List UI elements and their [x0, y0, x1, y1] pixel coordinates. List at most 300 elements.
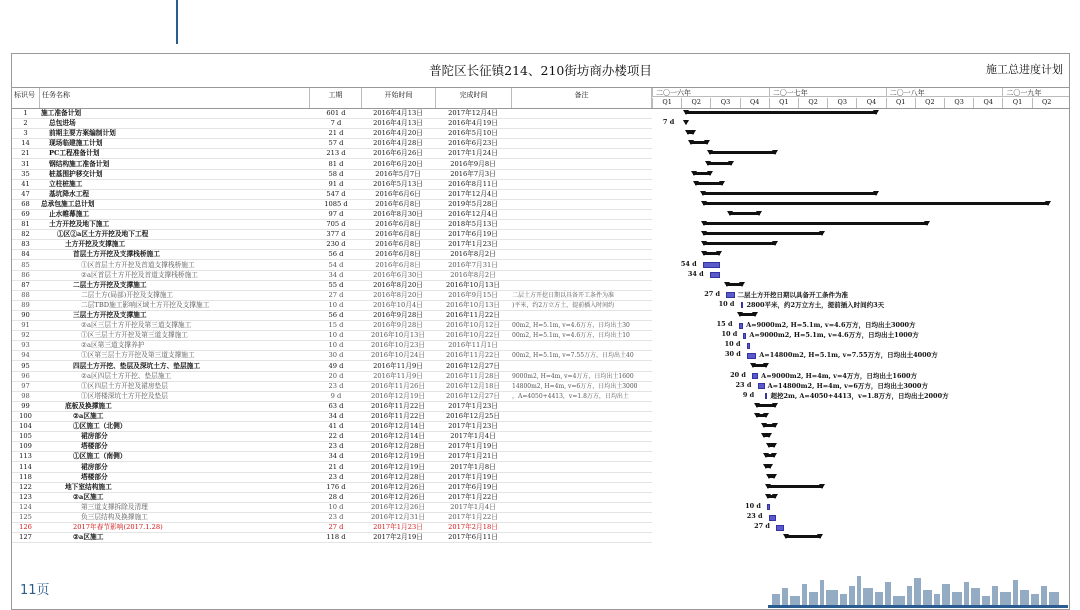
task-row[interactable]	[12, 412, 652, 422]
task-finish: 2017年12月4日	[448, 109, 498, 117]
task-row[interactable]	[12, 432, 652, 442]
bar-note-label: A=9000m2, H=5.1m, v=4.6万方，日均出土1000方	[749, 331, 919, 340]
task-name: ①区三层土方开挖及第三道支撑施工	[81, 331, 188, 340]
task-start: 2016年12月28日	[370, 472, 426, 481]
task-duration: 10 d	[328, 341, 344, 350]
bar-duration-label: 7 d	[662, 118, 675, 127]
quarter-header: Q4	[856, 98, 885, 108]
task-start: 2016年5月7日	[375, 169, 421, 178]
task-finish: 2017年1月4日	[450, 502, 496, 511]
task-id: 99	[21, 401, 30, 410]
task-row[interactable]	[12, 109, 652, 119]
task-duration: 230 d	[326, 240, 346, 249]
task-start: 2016年4月13日	[373, 119, 423, 128]
task-id: 109	[19, 442, 32, 451]
task-name: ①区施工（南侧）	[73, 452, 127, 461]
task-duration: 176 d	[326, 482, 346, 491]
task-row[interactable]	[12, 372, 652, 382]
task-duration: 213 d	[326, 149, 346, 158]
task-id: 88	[21, 290, 30, 299]
task-row[interactable]	[12, 240, 652, 250]
task-finish: 2017年1月21日	[448, 452, 498, 461]
task-row[interactable]	[12, 392, 652, 402]
task-note: 00m2, H=5.1m, v=7.55万方，日均出土40	[512, 352, 634, 360]
summary-bar[interactable]	[707, 162, 733, 165]
timeline-header	[652, 88, 1069, 108]
task-finish: 2017年6月19日	[448, 230, 498, 239]
task-name: 裙房部分	[81, 432, 108, 441]
task-start: 2016年12月26日	[370, 492, 426, 501]
task-row[interactable]	[12, 533, 652, 543]
summary-bar[interactable]	[785, 535, 821, 538]
task-name: 前期主要方案编制计划	[49, 129, 116, 138]
task-start: 2016年10月4日	[373, 300, 423, 309]
task-row[interactable]	[12, 190, 652, 200]
bar-duration-label: 27 d	[754, 522, 770, 531]
task-name: 立柱桩施工	[49, 179, 83, 188]
task-note: ，A=4050+4413，v=1.8万方，日均出土	[512, 392, 629, 400]
task-finish: 2018年5月13日	[448, 220, 498, 229]
task-name: 负三层结构及换撑施工	[81, 513, 148, 521]
quarter-header: Q4	[740, 98, 769, 108]
task-row[interactable]	[12, 452, 652, 462]
task-name: ②a区首层土方开挖及首道支撑栈桥施工	[81, 270, 198, 279]
task-finish: 2016年12月18日	[445, 381, 501, 390]
summary-bar[interactable]	[765, 465, 771, 468]
year-header: 二〇一九年	[1002, 88, 1070, 97]
task-name: 施工准备计划	[41, 109, 82, 117]
summary-bar[interactable]	[756, 404, 776, 407]
task-name: PC工程准备计划	[49, 149, 100, 158]
task-finish: 2016年12月4日	[448, 210, 498, 218]
bar-duration-label: 20 d	[730, 370, 746, 379]
task-name: ①区施工（北侧）	[73, 422, 127, 431]
summary-bar[interactable]	[703, 252, 721, 255]
bar-note-label: A=14800m2, H=5.1m, v=7.55万方，日均出土4000方	[759, 351, 938, 360]
task-start: 2016年4月20日	[373, 129, 423, 138]
task-duration: 41 d	[328, 422, 344, 431]
gantt-sheet	[11, 53, 1070, 610]
task-finish: 2016年10月22日	[445, 331, 501, 340]
task-name: 首层土方开挖及支撑栈桥施工	[73, 250, 160, 259]
task-start: 2016年10月13日	[370, 331, 426, 340]
summary-bar[interactable]	[687, 131, 693, 134]
task-id: 68	[21, 199, 30, 208]
task-bar[interactable]	[747, 343, 750, 349]
task-name: 二层TBD施工影响区域土方开挖及支撑施工	[81, 300, 210, 309]
task-id: 126	[19, 523, 32, 532]
task-id: 118	[19, 472, 32, 481]
task-id: 92	[21, 331, 30, 340]
task-bar[interactable]	[747, 353, 756, 359]
task-row[interactable]	[12, 523, 652, 533]
task-duration: 54 d	[328, 260, 344, 269]
task-duration: 705 d	[326, 220, 346, 229]
task-bar[interactable]	[703, 262, 720, 268]
task-duration: 23 d	[328, 472, 344, 481]
task-start: 2016年8月20日	[373, 290, 423, 299]
task-id: 90	[21, 311, 30, 319]
task-duration: 22 d	[328, 432, 344, 441]
task-finish: 2017年1月23日	[448, 240, 498, 249]
summary-bar[interactable]	[729, 212, 760, 215]
task-row[interactable]	[12, 220, 652, 230]
task-duration: 56 d	[328, 250, 344, 259]
task-start: 2016年12月14日	[370, 422, 426, 431]
task-name: 桩基围护移交计划	[49, 169, 103, 178]
task-duration: 601 d	[326, 109, 346, 117]
task-name: ②a区施工	[73, 533, 104, 542]
bar-duration-label: 27 d	[704, 289, 721, 298]
task-start: 2016年11月9日	[373, 361, 423, 370]
summary-bar[interactable]	[756, 414, 767, 417]
quarter-header: Q2	[1032, 98, 1061, 108]
task-finish: 2016年11月1日	[448, 341, 498, 350]
task-id: 98	[21, 391, 30, 400]
task-id: 85	[21, 260, 30, 269]
task-finish: 2016年9月15日	[448, 290, 498, 299]
task-bar[interactable]	[767, 504, 770, 510]
task-id: 84	[21, 250, 30, 259]
bar-duration-label: 54 d	[680, 259, 697, 268]
task-bar[interactable]	[741, 302, 744, 308]
task-duration: 27 d	[328, 290, 344, 299]
bar-duration-label: 10 d	[745, 501, 761, 510]
summary-bar[interactable]	[685, 111, 877, 114]
task-name: 裙房部分	[81, 462, 108, 471]
task-bar[interactable]	[752, 373, 758, 379]
task-row[interactable]	[12, 351, 652, 361]
task-finish: 2016年12月27日	[445, 361, 501, 370]
task-id: 96	[21, 371, 30, 380]
task-id: 1	[23, 109, 28, 117]
task-finish: 2017年1月4日	[450, 432, 496, 441]
summary-bar[interactable]	[763, 434, 770, 437]
quarter-header: Q1	[769, 98, 798, 108]
summary-bar[interactable]	[752, 364, 767, 367]
task-row[interactable]	[12, 230, 652, 240]
task-note: 00m2, H=5.1m, v=4.6万方，日均出土30	[512, 322, 630, 330]
task-id: 113	[19, 452, 32, 461]
bar-duration-label: 15 d	[716, 320, 733, 329]
task-note: 9000m2, H=4m, v=4万方，日均出土1600	[512, 372, 634, 380]
task-name: ①区四层土方开挖及裙房垫层	[81, 381, 168, 390]
task-bar[interactable]	[743, 333, 746, 339]
task-start: 2016年6月8日	[375, 260, 421, 269]
task-id: 114	[19, 462, 32, 471]
task-duration: 34 d	[328, 452, 344, 461]
task-row[interactable]	[12, 271, 652, 281]
bar-duration-label: 10 d	[718, 299, 735, 308]
task-start: 2016年11月9日	[373, 371, 423, 380]
task-id: 93	[21, 341, 30, 350]
task-row[interactable]	[12, 119, 652, 129]
task-row[interactable]	[12, 311, 652, 321]
task-start: 2016年6月8日	[375, 199, 421, 208]
task-bar[interactable]	[776, 525, 784, 531]
task-row[interactable]	[12, 180, 652, 190]
bar-duration-label: 10 d	[724, 340, 741, 349]
task-finish: 2017年12月4日	[448, 189, 498, 198]
task-id: 89	[21, 300, 30, 309]
summary-bar[interactable]	[763, 424, 776, 427]
task-note: 二层土方开挖日期以具备开工条件为准	[512, 291, 615, 299]
task-row[interactable]	[12, 362, 652, 372]
task-row[interactable]	[12, 200, 652, 210]
task-bar[interactable]	[739, 323, 743, 329]
task-row[interactable]	[12, 210, 652, 220]
task-row[interactable]	[12, 160, 652, 170]
task-finish: 2017年1月19日	[448, 472, 498, 481]
table-header	[12, 88, 1069, 109]
bar-duration-label: 30 d	[724, 350, 741, 359]
task-id: 100	[19, 412, 32, 420]
task-duration: 34 d	[328, 412, 344, 420]
task-row[interactable]	[12, 129, 652, 139]
decorative-top-line	[176, 0, 178, 44]
task-name: 三层土方开挖及支撑施工	[73, 311, 147, 319]
task-finish: 2017年1月19日	[448, 442, 498, 451]
task-row[interactable]	[12, 149, 652, 159]
quarter-header: Q4	[973, 98, 1002, 108]
summary-bar[interactable]	[726, 283, 743, 286]
quarter-header: Q1	[652, 98, 681, 108]
bar-note-label: 2800平米，约2万立方土，提前插入时间约3天	[746, 300, 885, 309]
task-bar[interactable]	[758, 383, 765, 389]
col-notes-header: 备注	[512, 88, 652, 108]
task-id: 21	[21, 149, 30, 158]
task-finish: 2017年1月23日	[448, 401, 498, 410]
task-duration: 55 d	[328, 280, 344, 289]
task-start: 2016年5月13日	[373, 179, 423, 188]
quarter-header: Q3	[827, 98, 856, 108]
task-row[interactable]	[12, 422, 652, 432]
task-start: 2016年8月30日	[373, 210, 423, 218]
task-row[interactable]	[12, 321, 652, 331]
task-bar[interactable]	[769, 515, 776, 521]
task-finish: 2019年5月28日	[448, 199, 498, 208]
task-start: 2016年6月26日	[373, 149, 423, 158]
summary-bar[interactable]	[765, 454, 776, 457]
task-row[interactable]	[12, 291, 652, 301]
task-start: 2016年4月28日	[373, 139, 423, 148]
task-id: 35	[21, 169, 30, 178]
task-start: 2016年6月8日	[375, 240, 421, 249]
task-duration: 58 d	[328, 169, 344, 178]
gantt-chart	[652, 109, 1069, 609]
task-duration: 15 d	[328, 321, 344, 330]
task-duration: 49 d	[328, 361, 344, 370]
task-name: 土方开挖及支撑施工	[65, 240, 126, 249]
city-skyline-decoration	[768, 574, 1068, 608]
task-row[interactable]	[12, 301, 652, 311]
col-name-header: 任务名称	[40, 88, 310, 108]
task-duration: 57 d	[328, 139, 344, 148]
task-row[interactable]	[12, 281, 652, 291]
task-duration: 23 d	[328, 513, 344, 521]
task-id: 87	[21, 280, 30, 289]
task-finish: 2016年7月31日	[448, 260, 498, 269]
bar-note-label: A=14800m2, H=4m, v=6万方，日均出土3000方	[767, 381, 928, 390]
task-row[interactable]	[12, 503, 652, 513]
task-duration: 91 d	[328, 179, 344, 188]
task-name: 总包进场	[49, 119, 76, 128]
task-name: ②a区三层土方开挖及第三道支撑施工	[81, 321, 192, 330]
summary-bar[interactable]	[703, 242, 776, 245]
task-row[interactable]	[12, 382, 652, 392]
task-name: 二层土方(局部)开挖及支撑施工	[81, 290, 174, 299]
task-id: 47	[21, 189, 30, 198]
task-row[interactable]	[12, 473, 652, 483]
task-finish: 2017年1月8日	[450, 462, 496, 471]
task-name: 塔楼部分	[81, 442, 108, 451]
task-row[interactable]	[12, 261, 652, 271]
quarter-header: Q2	[681, 98, 710, 108]
task-name: 四层土方开挖、垫层及深坑土方、垫层施工	[73, 361, 201, 370]
task-id: 127	[19, 533, 32, 542]
year-header: 二〇一七年	[769, 88, 886, 97]
task-id: 14	[21, 139, 30, 148]
task-start: 2016年12月14日	[370, 432, 426, 441]
task-start: 2016年12月28日	[370, 442, 426, 451]
task-row[interactable]	[12, 170, 652, 180]
summary-bar[interactable]	[767, 495, 776, 498]
task-row[interactable]	[12, 493, 652, 503]
task-name: 2017年春节影响(2017.1.28)	[73, 523, 163, 532]
task-start: 2016年12月26日	[370, 482, 426, 491]
task-duration: 20 d	[328, 371, 344, 380]
task-name: ②a区四层土方开挖、垫层施工	[81, 371, 172, 380]
task-duration: 7 d	[330, 119, 342, 128]
task-id: 69	[21, 210, 30, 218]
col-duration-header: 工期	[310, 88, 362, 108]
task-finish: 2016年7月3日	[450, 169, 496, 178]
task-name: ①区塔楼深坑土方开挖及垫层	[81, 391, 168, 400]
task-name: 钢结构施工准备计划	[49, 159, 110, 168]
summary-bar[interactable]	[690, 141, 708, 144]
task-finish: 2016年10月13日	[445, 300, 501, 309]
task-finish: 2016年8月2日	[450, 250, 496, 259]
task-note: )平米，约2万立方土，提前插入时间约	[512, 301, 615, 309]
task-duration: 9 d	[330, 391, 342, 400]
task-name: 第三道支撑拆除及清理	[81, 502, 148, 511]
summary-bar[interactable]	[739, 313, 757, 316]
task-duration: 10 d	[328, 300, 344, 309]
summary-bar[interactable]	[768, 444, 775, 447]
task-start: 2016年12月19日	[370, 462, 426, 471]
summary-bar[interactable]	[709, 151, 777, 154]
task-id: 105	[19, 432, 32, 441]
task-row[interactable]	[12, 331, 652, 341]
task-finish: 2016年10月13日	[445, 280, 501, 289]
task-finish: 2016年9月8日	[450, 159, 496, 168]
task-note: 00m2, H=5.1m, v=4.6万方，日均出土10	[512, 332, 630, 340]
task-finish: 2016年8月2日	[450, 270, 496, 279]
bar-note-label: 超挖2m, A=4050+4413，v=1.8万方，日均出土2000方	[770, 391, 949, 400]
bar-note-label: 二层土方开挖日期以具备开工条件为准	[737, 290, 848, 299]
task-duration: 34 d	[328, 270, 344, 279]
task-duration: 1085 d	[324, 199, 348, 208]
task-start: 2016年9月28日	[373, 321, 423, 330]
quarter-header: Q3	[710, 98, 739, 108]
task-duration: 10 d	[328, 331, 344, 340]
bar-note-label: A=9000m2, H=5.1m, v=4.6万方，日均出土3000方	[746, 321, 916, 330]
task-id: 91	[21, 321, 30, 330]
task-duration: 23 d	[328, 381, 344, 390]
bar-duration-label: 9 d	[742, 390, 755, 399]
task-row[interactable]	[12, 463, 652, 473]
task-bar[interactable]	[726, 292, 734, 298]
task-name: ②a区施工	[73, 412, 104, 420]
task-row[interactable]	[12, 139, 652, 149]
task-id: 95	[21, 361, 30, 370]
task-row[interactable]	[12, 341, 652, 351]
task-duration: 28 d	[328, 492, 344, 501]
task-finish: 2016年10月12日	[445, 321, 501, 330]
task-bar[interactable]	[710, 272, 721, 278]
summary-bar[interactable]	[695, 182, 724, 185]
summary-bar[interactable]	[767, 485, 823, 488]
task-name: 总承包施工总计划	[41, 199, 95, 208]
quarter-header: Q1	[886, 98, 915, 108]
task-bar[interactable]	[765, 393, 768, 399]
task-start: 2016年9月28日	[373, 311, 423, 319]
summary-bar[interactable]	[703, 232, 823, 235]
summary-bar[interactable]	[703, 202, 1050, 205]
task-finish: 2016年5月10日	[448, 129, 498, 138]
task-name: ①区第三层土方开挖及第三道支撑施工	[81, 351, 195, 360]
summary-bar[interactable]	[693, 172, 711, 175]
task-row[interactable]	[12, 402, 652, 412]
task-row[interactable]	[12, 250, 652, 260]
task-duration: 21 d	[328, 462, 344, 471]
task-start: 2016年11月26日	[370, 381, 426, 390]
summary-bar[interactable]	[685, 121, 687, 124]
task-finish: 2016年11月28日	[445, 371, 501, 380]
task-id: 97	[21, 381, 30, 390]
task-start: 2016年12月19日	[370, 452, 426, 461]
task-start: 2017年1月23日	[373, 523, 423, 532]
summary-bar[interactable]	[702, 192, 877, 195]
task-start: 2016年12月31日	[370, 513, 426, 521]
task-finish: 2017年1月22日	[448, 513, 498, 521]
task-duration: 118 d	[326, 533, 346, 542]
bar-duration-label: 23 d	[735, 380, 752, 389]
summary-bar[interactable]	[703, 222, 928, 225]
task-name: 基坑降水工程	[49, 189, 90, 198]
task-duration: 10 d	[328, 502, 344, 511]
summary-bar[interactable]	[768, 475, 775, 478]
quarter-header: Q2	[798, 98, 827, 108]
task-finish: 2017年1月24日	[448, 149, 498, 158]
task-duration: 30 d	[328, 351, 344, 360]
task-start: 2016年11月22日	[370, 412, 426, 420]
task-duration: 97 d	[328, 210, 344, 218]
task-row[interactable]	[12, 442, 652, 452]
col-finish-header: 完成时间	[436, 88, 512, 108]
document-subtitle: 施工总进度计划	[986, 63, 1063, 76]
task-duration: 21 d	[328, 129, 344, 138]
task-id: 104	[19, 422, 32, 431]
task-row[interactable]	[12, 483, 652, 493]
task-id: 86	[21, 270, 30, 279]
task-finish: 2017年1月22日	[448, 492, 498, 501]
task-finish: 2017年1月23日	[448, 422, 498, 431]
col-start-header: 开始时间	[362, 88, 436, 108]
task-row[interactable]	[12, 513, 652, 523]
task-duration: 547 d	[326, 189, 346, 198]
task-duration: 81 d	[328, 159, 344, 168]
